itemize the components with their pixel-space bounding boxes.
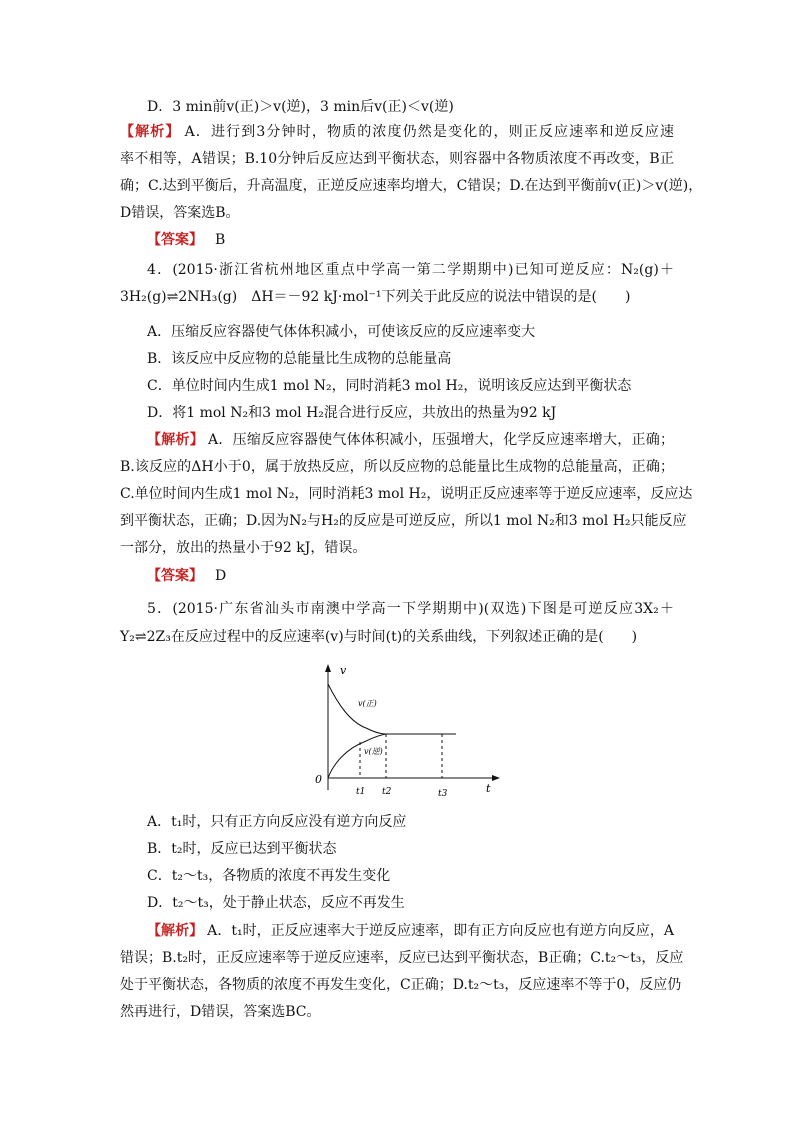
q5-analysis-line-3: 处于平衡状态，各物质的浓度不再发生变化，C正确；D.t₂～t₃，反应速率不等于0，反应仍 [120,977,682,993]
reverse-rate-curve [328,734,386,778]
reverse-rate-label: v(逆) [364,747,383,756]
q3-analysis-line-2: 率不相等，A错误；B.10分钟后反应达到平衡状态，则容器中各物质浓度不再改变，B正 [120,151,674,167]
q5-analysis-line-4: 然再进行，D错误，答案选BC。 [120,1004,321,1020]
y-axis-label: v [340,664,347,677]
q4-analysis-line-1: 【解析】 A．压缩反应容器使气体体积减小，压强增大，化学反应速率增大，正确； [147,432,675,448]
x-axis-label: t [486,782,491,795]
q5-stem-line-2: Y₂⇌2Z₃在反应过程中的反应速率(v)与时间(t)的关系曲线，下列叙述正确的是( ) [120,629,638,645]
q3-analysis-line-4: D错误，答案选B。 [120,205,240,221]
q3-analysis-line-3: 确；C.达到平衡后，升高温度，正逆反应速率均增大，C错误；D.在达到平衡前v(正)＞v(逆)， [120,178,703,194]
q4-answer: 【答案】 D [147,568,227,584]
q4-option-a: A．压缩反应容器使气体体积减小，可使该反应的反应速率变大 [147,324,536,340]
q4-option-b: B．该反应中反应物的总能量比生成物的总能量高 [147,351,452,367]
q4-analysis-line-3: C.单位时间内生成1 mol N₂，同时消耗3 mol H₂，说明正反应速率等于逆反应速率，反应达 [120,486,693,502]
analysis-tag: 【解析】 [120,124,181,140]
rate-time-chart [310,662,502,802]
q4-analysis-line-4: 到平衡状态，正确；D.因为N₂与H₂的反应是可逆反应，所以1 mol N₂和3 mol H₂只能反应 [120,513,687,529]
tick-label-t2: t2 [382,787,392,797]
answer-tag: 【答案】 [147,232,203,248]
q5-analysis-line-1: 【解析】 A．t₁时，正反应速率大于逆反应速率，即有正方向反应也有逆方向反应，A [147,923,674,939]
forward-rate-curve [328,684,386,734]
q3-answer: 【答案】 B [147,232,226,248]
q5-analysis-line-2: 错误；B.t₂时，正反应速率等于逆反应速率，反应已达到平衡状态，B正确；C.t₂～t₃，反应 [120,950,684,966]
q5-option-a: A．t₁时，只有正方向反应没有逆方向反应 [147,814,407,830]
q5-option-b: B．t₂时，反应已达到平衡状态 [147,841,337,857]
q4-analysis-line-2: B.该反应的ΔH小于0，属于放热反应，所以反应物的总能量比生成物的总能量高，正确； [120,459,674,475]
tick-label-t3: t3 [438,789,448,799]
q4-analysis-line-5: 一部分，放出的热量小于92 kJ，错误。 [120,540,367,556]
q4-option-d: D．将1 mol N₂和3 mol H₂混合进行反应，共放出的热量为92 kJ [147,405,557,421]
q3-analysis-line-1: 【解析】 A．进行到3分钟时，物质的浓度仍然是变化的，则正反应速率和逆反应速 [120,124,674,140]
q5-option-c: C．t₂～t₃，各物质的浓度不再发生变化 [147,868,391,884]
y-axis-arrow [325,664,331,672]
q5-option-d: D．t₂～t₃，处于静止状态，反应不再发生 [147,895,405,911]
q5-stem-line-1: 5．(2015·广东省汕头市南澳中学高一下学期期中)(双选)下图是可逆反应3X₂＋ [147,601,674,617]
x-axis-arrow [492,775,500,781]
q4-option-c: C．单位时间内生成1 mol N₂，同时消耗3 mol H₂，说明该反应达到平衡状态 [147,378,632,394]
q4-stem-line-1: 4．(2015·浙江省杭州地区重点中学高一第二学期期中)已知可逆反应：N₂(g)＋ [147,262,674,278]
tick-label-t1: t1 [356,787,366,797]
forward-rate-label: v(正) [358,699,377,708]
origin-label: 0 [315,773,322,786]
q4-stem-line-2: 3H₂(g)⇌2NH₃(g) ΔH＝－92 kJ·mol⁻¹下列关于此反应的说法中错误的是( ) [120,289,631,305]
q3-option-d: D．3 min前v(正)＞v(逆)，3 min后v(正)＜v(逆) [147,99,454,115]
